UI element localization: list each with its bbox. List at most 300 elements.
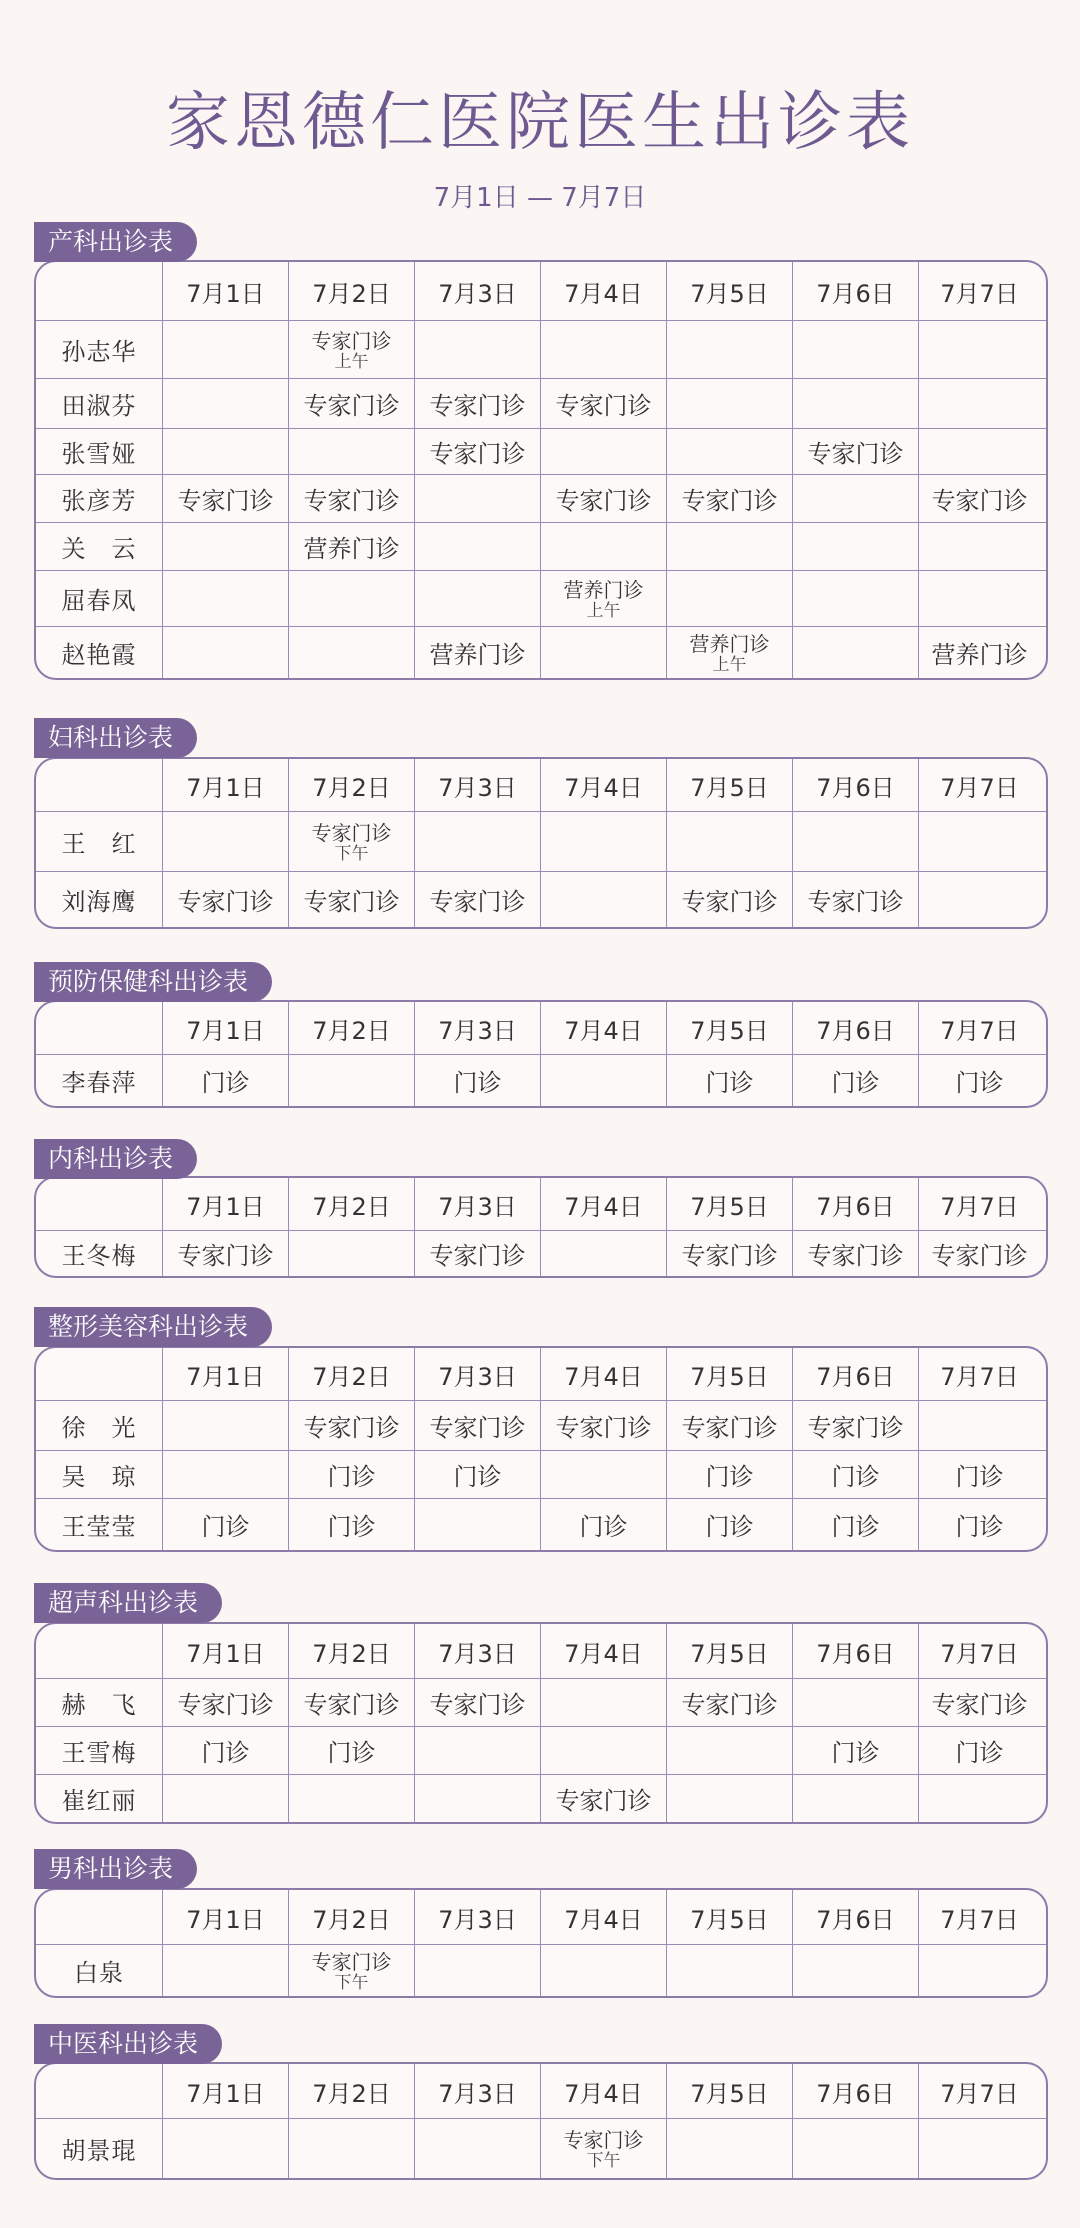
date-header-cell: 7月2日 [288,1624,414,1678]
schedule-cell [540,872,666,927]
date-header-cell: 7月7日 [918,2064,1040,2118]
date-header-cell: 7月1日 [162,262,288,320]
schedule-cell [162,872,288,927]
clinic-type-label: 专家门诊 [681,1691,778,1719]
schedule-cell [666,812,792,871]
table-row [36,871,1046,927]
table-row [36,1678,1046,1726]
clinic-type-label: 专家门诊 [303,392,400,420]
schedule-cell [414,1401,540,1450]
department-tag: 内科出诊表 [34,1139,197,1179]
schedule-cell [540,571,666,626]
date-header-cell: 7月2日 [288,262,414,320]
schedule-cell [918,1451,1040,1498]
clinic-type-label: 门诊 [955,1513,1004,1541]
doctor-name-cell: 李春萍 [61,1069,137,1097]
schedule-cell [792,1401,918,1450]
schedule-cell [540,1727,666,1774]
date-header-cell: 7月2日 [288,1348,414,1400]
schedule-cell [540,627,666,678]
schedule-cell [666,571,792,626]
date-header-cell: 7月1日 [162,2064,288,2118]
schedule-cell [792,1499,918,1550]
clinic-type-label: 门诊 [201,1513,250,1541]
doctor-name-cell: 胡景琨 [61,2137,137,2165]
schedule-cell [540,1401,666,1450]
schedule-cell [162,812,288,871]
clinic-type-label: 专家门诊 [931,1691,1028,1719]
schedule-cell [414,523,540,570]
schedule-cell [792,812,918,871]
session-time-label: 下午 [334,843,369,864]
doctor-name-cell: 孙志华 [61,338,137,366]
schedule-cell [792,627,918,678]
clinic-type-label: 专家门诊 [681,1414,778,1442]
schedule-cell [162,1727,288,1774]
date-header-cell: 7月7日 [918,1348,1040,1400]
clinic-type-label: 专家门诊 [303,487,400,515]
date-header-cell: 7月7日 [918,1178,1040,1230]
schedule-cell [414,571,540,626]
schedule-cell [162,1055,288,1106]
schedule-cell [792,1679,918,1726]
department-tag: 中医科出诊表 [34,2024,222,2064]
table-row [36,1054,1046,1106]
schedule-cell [288,523,414,570]
schedule-cell [918,1727,1040,1774]
clinic-type-label: 专家门诊 [429,1691,526,1719]
schedule-cell [414,812,540,871]
schedule-cell [414,1727,540,1774]
schedule-cell [918,812,1040,871]
schedule-cell [792,1055,918,1106]
clinic-type-label: 门诊 [327,1739,376,1767]
doctor-name-cell: 屈春凤 [61,587,137,615]
schedule-cell [792,429,918,474]
schedule-cell [540,523,666,570]
doctor-name-cell: 王莹莹 [61,1513,137,1541]
clinic-type-label: 专家门诊 [681,1242,778,1270]
clinic-type-label: 专家门诊 [555,1787,652,1815]
header-corner-cell [36,1890,162,1944]
schedule-cell [918,1945,1040,1996]
date-header-cell: 7月2日 [288,759,414,811]
department-tag: 男科出诊表 [34,1849,197,1889]
doctor-name-cell: 崔红丽 [61,1787,137,1815]
table-row [36,320,1046,378]
date-header-cell: 7月6日 [792,1002,918,1054]
clinic-type-label: 门诊 [955,1463,1004,1491]
table-header-row [36,1890,1046,1944]
page-title: 家恩德仁医院医生出诊表 [166,86,914,160]
date-header-cell: 7月5日 [666,1178,792,1230]
doctor-name-cell: 吴 琼 [61,1463,137,1491]
clinic-type-label: 门诊 [579,1513,628,1541]
date-header-cell: 7月1日 [162,759,288,811]
clinic-type-label: 专家门诊 [311,328,392,353]
clinic-type-label: 专家门诊 [177,1691,274,1719]
session-time-label: 下午 [586,2150,621,2171]
schedule-cell [414,1499,540,1550]
table-row [36,474,1046,522]
date-range: 7月1日 — 7月7日 [433,183,647,213]
clinic-type-label: 门诊 [705,1069,754,1097]
date-header-cell: 7月3日 [414,1178,540,1230]
schedule-cell [288,1055,414,1106]
clinic-type-label: 专家门诊 [429,1414,526,1442]
schedule-cell [540,321,666,378]
schedule-cell [162,627,288,678]
schedule-table [34,2062,1048,2180]
clinic-type-label: 专家门诊 [931,487,1028,515]
schedule-cell [918,1775,1040,1822]
date-header-cell: 7月3日 [414,1348,540,1400]
header-corner-cell [36,1348,162,1400]
schedule-cell [162,571,288,626]
date-header-cell: 7月4日 [540,2064,666,2118]
date-header-cell: 7月2日 [288,1178,414,1230]
schedule-cell [288,1679,414,1726]
schedule-cell [288,429,414,474]
schedule-cell [288,2119,414,2178]
schedule-cell [792,1775,918,1822]
clinic-type-label: 门诊 [453,1069,502,1097]
schedule-cell [288,1231,414,1276]
schedule-table [34,260,1048,680]
schedule-cell [666,872,792,927]
schedule-cell [666,1679,792,1726]
session-time-label: 上午 [586,600,621,621]
date-header-cell: 7月7日 [918,262,1040,320]
date-header-cell: 7月3日 [414,262,540,320]
schedule-cell [666,523,792,570]
schedule-cell [288,1945,414,1996]
schedule-cell [666,379,792,428]
header-corner-cell [36,1178,162,1230]
schedule-cell [414,872,540,927]
schedule-cell [918,379,1040,428]
table-row [36,1726,1046,1774]
schedule-cell [288,1499,414,1550]
clinic-type-label: 专家门诊 [177,487,274,515]
schedule-cell [540,1231,666,1276]
clinic-type-label: 门诊 [831,1739,880,1767]
schedule-cell [288,379,414,428]
clinic-type-label: 专家门诊 [177,1242,274,1270]
date-header-cell: 7月4日 [540,1178,666,1230]
header-corner-cell [36,759,162,811]
schedule-cell [288,627,414,678]
clinic-type-label: 专家门诊 [311,1949,392,1974]
date-header-cell: 7月5日 [666,262,792,320]
schedule-cell [162,1499,288,1550]
schedule-cell [414,379,540,428]
schedule-cell [162,475,288,522]
date-header-cell: 7月7日 [918,1002,1040,1054]
header-corner-cell [36,2064,162,2118]
department-tag: 妇科出诊表 [34,718,197,758]
session-time-label: 上午 [334,351,369,372]
date-header-cell: 7月4日 [540,1002,666,1054]
schedule-cell [666,1055,792,1106]
date-header-cell: 7月4日 [540,1624,666,1678]
schedule-cell [666,1401,792,1450]
schedule-cell [540,812,666,871]
date-header-cell: 7月4日 [540,759,666,811]
date-header-cell: 7月6日 [792,759,918,811]
date-header-cell: 7月2日 [288,2064,414,2118]
schedule-cell [792,571,918,626]
date-header-cell: 7月7日 [918,759,1040,811]
schedule-cell [666,1499,792,1550]
schedule-cell [162,379,288,428]
schedule-cell [288,571,414,626]
clinic-type-label: 专家门诊 [563,2127,644,2152]
schedule-cell [540,1679,666,1726]
table-header-row [36,2064,1046,2118]
date-header-cell: 7月6日 [792,2064,918,2118]
table-row [36,1450,1046,1498]
date-header-cell: 7月5日 [666,1890,792,1944]
schedule-cell [666,1727,792,1774]
clinic-type-label: 专家门诊 [807,1242,904,1270]
clinic-type-label: 专家门诊 [429,440,526,468]
schedule-table [34,757,1048,929]
date-header-cell: 7月3日 [414,759,540,811]
schedule-cell [666,321,792,378]
schedule-cell [540,2119,666,2178]
schedule-cell [918,523,1040,570]
doctor-name-cell: 徐 光 [61,1414,137,1442]
schedule-cell [918,1401,1040,1450]
doctor-name-cell: 关 云 [61,535,137,563]
table-row [36,811,1046,871]
department-tag: 超声科出诊表 [34,1583,222,1623]
date-header-cell: 7月5日 [666,1624,792,1678]
session-time-label: 上午 [712,654,747,675]
schedule-table [34,1176,1048,1278]
clinic-type-label: 专家门诊 [177,888,274,916]
table-row [36,1230,1046,1276]
clinic-type-label: 门诊 [327,1463,376,1491]
clinic-type-label: 门诊 [955,1069,1004,1097]
clinic-type-label: 专家门诊 [555,392,652,420]
schedule-cell [918,475,1040,522]
clinic-type-label: 门诊 [201,1069,250,1097]
date-header-cell: 7月5日 [666,1002,792,1054]
schedule-cell [540,1945,666,1996]
schedule-cell [666,1451,792,1498]
department-tag: 预防保健科出诊表 [34,962,272,1002]
schedule-cell [666,429,792,474]
date-header-cell: 7月1日 [162,1348,288,1400]
header-corner-cell [36,1624,162,1678]
schedule-cell [288,812,414,871]
clinic-type-label: 专家门诊 [807,888,904,916]
clinic-type-label: 营养门诊 [303,535,400,563]
department-tag: 产科出诊表 [34,222,197,262]
schedule-cell [666,1775,792,1822]
clinic-type-label: 营养门诊 [429,641,526,669]
schedule-cell [288,1727,414,1774]
schedule-cell [414,429,540,474]
date-header-cell: 7月6日 [792,1624,918,1678]
clinic-type-label: 门诊 [327,1513,376,1541]
table-row [36,626,1046,678]
schedule-cell [918,627,1040,678]
schedule-table [34,1000,1048,1108]
schedule-cell [414,321,540,378]
schedule-cell [792,1231,918,1276]
schedule-cell [540,1055,666,1106]
schedule-cell [414,2119,540,2178]
doctor-name-cell: 赵艳霞 [61,641,137,669]
schedule-cell [540,1775,666,1822]
schedule-table [34,1346,1048,1552]
clinic-type-label: 门诊 [705,1513,754,1541]
clinic-type-label: 专家门诊 [807,440,904,468]
date-header-cell: 7月7日 [918,1890,1040,1944]
schedule-cell [918,1679,1040,1726]
clinic-type-label: 专家门诊 [303,1414,400,1442]
clinic-type-label: 专家门诊 [303,1691,400,1719]
table-row [36,1400,1046,1450]
schedule-cell [162,1231,288,1276]
date-header-cell: 7月6日 [792,262,918,320]
schedule-cell [414,1451,540,1498]
table-row [36,1498,1046,1550]
table-header-row [36,1002,1046,1054]
schedule-cell [666,475,792,522]
schedule-cell [918,872,1040,927]
schedule-table [34,1622,1048,1824]
schedule-cell [162,1775,288,1822]
date-header-cell: 7月4日 [540,262,666,320]
table-row [36,1944,1046,1996]
session-time-label: 下午 [334,1972,369,1993]
schedule-table [34,1888,1048,1998]
clinic-type-label: 门诊 [201,1739,250,1767]
doctor-name-cell: 王冬梅 [61,1242,137,1270]
schedule-cell [918,571,1040,626]
date-header-cell: 7月3日 [414,1002,540,1054]
schedule-cell [666,1231,792,1276]
schedule-cell [288,1451,414,1498]
clinic-type-label: 门诊 [955,1739,1004,1767]
date-header-cell: 7月5日 [666,1348,792,1400]
schedule-cell [918,1231,1040,1276]
schedule-cell [540,379,666,428]
table-header-row [36,1624,1046,1678]
schedule-cell [540,1451,666,1498]
schedule-cell [414,1775,540,1822]
doctor-name-cell: 张彦芳 [61,487,137,515]
schedule-cell [162,429,288,474]
schedule-cell [288,1401,414,1450]
schedule-cell [288,872,414,927]
schedule-cell [414,1679,540,1726]
schedule-cell [666,627,792,678]
schedule-cell [162,1451,288,1498]
schedule-cell [288,1775,414,1822]
schedule-cell [792,1727,918,1774]
schedule-cell [792,475,918,522]
schedule-cell [414,1231,540,1276]
header-corner-cell [36,262,162,320]
schedule-cell [162,1945,288,1996]
clinic-type-label: 营养门诊 [931,641,1028,669]
clinic-type-label: 专家门诊 [303,888,400,916]
date-header-cell: 7月4日 [540,1890,666,1944]
schedule-cell [162,523,288,570]
schedule-cell [162,2119,288,2178]
schedule-cell [918,1055,1040,1106]
doctor-name-cell: 张雪娅 [61,440,137,468]
schedule-cell [918,429,1040,474]
table-row [36,428,1046,474]
date-header-cell: 7月7日 [918,1624,1040,1678]
clinic-type-label: 专家门诊 [681,888,778,916]
table-header-row [36,1178,1046,1230]
doctor-name-cell: 王 红 [61,830,137,858]
clinic-type-label: 专家门诊 [429,392,526,420]
date-header-cell: 7月5日 [666,759,792,811]
schedule-cell [540,429,666,474]
schedule-cell [414,627,540,678]
schedule-cell [918,1499,1040,1550]
clinic-type-label: 专家门诊 [807,1414,904,1442]
schedule-cell [414,1055,540,1106]
doctor-name-cell: 白泉 [74,1959,124,1987]
schedule-cell [792,1451,918,1498]
schedule-cell [792,872,918,927]
clinic-type-label: 门诊 [453,1463,502,1491]
clinic-type-label: 专家门诊 [429,888,526,916]
date-header-cell: 7月1日 [162,1624,288,1678]
schedule-cell [162,1401,288,1450]
date-header-cell: 7月1日 [162,1890,288,1944]
date-header-cell: 7月6日 [792,1348,918,1400]
date-header-cell: 7月2日 [288,1002,414,1054]
clinic-type-label: 专家门诊 [311,820,392,845]
schedule-cell [666,2119,792,2178]
clinic-type-label: 门诊 [831,1463,880,1491]
table-row [36,1774,1046,1822]
clinic-type-label: 营养门诊 [689,631,770,656]
clinic-type-label: 专家门诊 [555,487,652,515]
clinic-type-label: 门诊 [831,1069,880,1097]
table-row [36,378,1046,428]
doctor-name-cell: 田淑芬 [61,392,137,420]
doctor-name-cell: 王雪梅 [61,1739,137,1767]
schedule-cell [414,475,540,522]
department-tag: 整形美容科出诊表 [34,1307,272,1347]
clinic-type-label: 专家门诊 [681,487,778,515]
schedule-cell [288,475,414,522]
table-header-row [36,262,1046,320]
schedule-cell [918,2119,1040,2178]
table-row [36,522,1046,570]
schedule-cell [792,321,918,378]
schedule-cell [666,1945,792,1996]
date-header-cell: 7月3日 [414,1890,540,1944]
schedule-cell [162,1679,288,1726]
date-header-cell: 7月3日 [414,2064,540,2118]
table-header-row [36,759,1046,811]
table-row [36,2118,1046,2178]
date-header-cell: 7月3日 [414,1624,540,1678]
clinic-type-label: 专家门诊 [429,1242,526,1270]
